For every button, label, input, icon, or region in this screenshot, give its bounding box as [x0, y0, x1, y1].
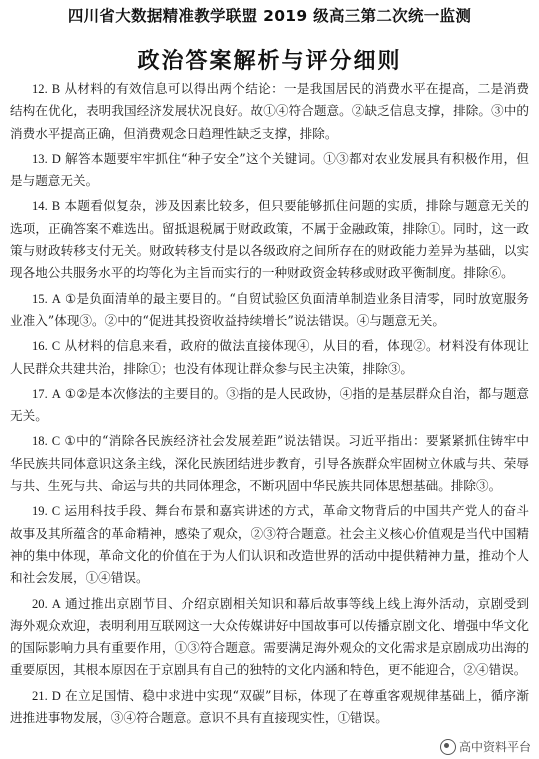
- question-number: 15.: [32, 291, 48, 306]
- question-number: 13.: [32, 151, 48, 166]
- wechat-channel-icon: [440, 739, 456, 755]
- question-number: 16.: [32, 339, 48, 354]
- answer-explanation: 运用科技手段、舞台布景和嘉宾讲述的方式，革命文物背后的中国共产党人的奋斗故事及其所蕴含的革命精神，感染了观众，②③符合题意。社会主义核心价值观是当代中国精神的集中体现，革命文化的价值在于为人们认识和改造世界的活动中提供精神力量，推动个人和社会发展，①④错误。: [10, 503, 529, 586]
- question-number: 19.: [32, 504, 48, 519]
- answer-letter: A: [51, 596, 61, 611]
- answer-item-12: [10, 78, 529, 145]
- answer-letter: D: [51, 688, 61, 703]
- question-number: 17.: [32, 386, 48, 401]
- answer-letter: B: [51, 82, 61, 96]
- answer-item-20: [10, 593, 529, 682]
- question-number: 14.: [32, 199, 48, 214]
- question-number: 12.: [32, 82, 48, 96]
- answer-item-14: [10, 195, 529, 284]
- question-number: 21.: [32, 688, 48, 703]
- source-watermark: [438, 738, 533, 755]
- answer-item-21: [10, 685, 529, 730]
- answer-explanation: ①是负面清单的最主要目的。“自贸试验区负面清单制造业条目清零，同时放宽服务业准入”体现③。②中的“促进其投资收益持续增长”说法错误。④与题意无关。: [10, 290, 529, 328]
- question-number: 20.: [32, 596, 48, 611]
- answer-letter: C: [51, 339, 61, 354]
- answer-letter: C: [51, 504, 61, 519]
- answer-letter: A: [51, 291, 61, 306]
- answer-item-18: [10, 430, 529, 497]
- answer-item-17: [10, 383, 529, 428]
- answer-explanation: 在立足国情、稳中求进中实现“双碳”目标，体现了在尊重客观规律基础上，循序渐进推进事物发展，③④符合题意。意识不具有直接现实性，①错误。: [10, 687, 529, 726]
- answer-item-15: [10, 288, 529, 333]
- exam-header: 四川省大数据精准教学联盟 2019 级高三第二次统一监测: [67, 7, 472, 25]
- watermark-text: 高中资料平台: [458, 740, 531, 754]
- answer-letter: B: [51, 199, 61, 214]
- answer-explanation: 从材料的信息来看，政府的做法直接体现④，从目的看，体现②。材料没有体现让人民群众共建共治，排除①；也没有体现让群众参与民主决策，排除③。: [10, 338, 529, 376]
- answer-explanation: ①中的“消除各民族经济社会发展差距”说法错误。习近平指出：要紧紧抓住铸牢中华民族共同体意识这条主线，深化民族团结进步教育，引导各族群众牢固树立休戚与共、荣辱与共、生死与共、命运与共的共同体理念，不断巩固中华民族共同体思想基础。排除③。: [10, 433, 529, 494]
- document-title: 政治答案解析与评分细则: [137, 49, 402, 74]
- answer-item-13: [10, 148, 529, 193]
- answer-explanation: 从材料的有效信息可以得出两个结论：一是我国居民的消费水平在提高，二是消费结构在优化，表明我国经济发展状况良好。故①④符合题意。②缺乏信息支撑，排除。③中的消费水平提高正确，但消费观念日趋理性缺乏支撑，排除。: [10, 81, 529, 141]
- answer-explanation: 解答本题要牢牢抓住“种子安全”这个关键词。①③都对农业发展具有积极作用，但是与题意无关。: [10, 150, 529, 189]
- answer-letter: A: [51, 386, 61, 401]
- answer-list: [10, 78, 529, 732]
- answer-explanation: 本题看似复杂，涉及因素比较多，但只要能够抓住问题的实质，排除与题意无关的选项，正确答案不难选出。留抵退税属于财政政策，不属于金融政策，排除①。同时，这一政策与财政转移支付无关。财政转移支付是以各级政府之间所存在的财政能力差异为基础，以实现各地公共服务水平的均等化为主旨而实行的一种财政资金转移或财政平衡制度。排除⑥。: [10, 198, 529, 281]
- answer-item-19: [10, 500, 529, 589]
- answer-letter: C: [51, 434, 61, 449]
- question-number: 18.: [32, 434, 48, 449]
- answer-explanation: ①②是本次修法的主要目的。③指的是人民政协，④指的是基层群众自治，都与题意无关。: [10, 385, 529, 424]
- answer-letter: D: [51, 151, 61, 166]
- answer-item-16: [10, 335, 529, 380]
- answer-explanation: 通过推出京剧节目、介绍京剧相关知识和幕后故事等线上线上海外活动，京剧受到海外观众欢迎，表明利用互联网这一大众传媒讲好中国故事可以传播京剧文化、增强中华文化的国际影响力具有重要作用，①③符合题意。需要满足海外观众的文化需求是京剧成功出海的重要原因，其根本原因在于京剧具有自己的独特的文化内涵和特色，更不能迎合，②④错误。: [10, 595, 529, 678]
